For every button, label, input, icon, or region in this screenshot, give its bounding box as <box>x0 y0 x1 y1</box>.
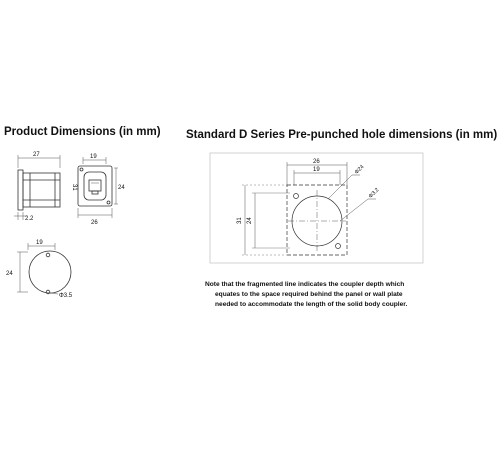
outer-width-label: 26 <box>313 159 320 165</box>
front-height-label: 24 <box>118 185 125 191</box>
side-view-drawing <box>14 155 60 220</box>
note-line-1: Note that the fragmented line indicates the coupler depth which <box>205 281 405 288</box>
note-line-2: equates to the space required behind the panel or wall plate <box>215 290 403 298</box>
prepunched-hole-heading: Standard D Series Pre-punched hole dimensions (in mm) <box>186 129 497 141</box>
prepunched-hole-drawing <box>242 162 376 255</box>
product-dimensions-heading: Product Dimensions (in mm) <box>4 126 161 138</box>
inner-width-label: 19 <box>313 167 320 173</box>
back-view-drawing <box>17 243 71 294</box>
front-width-label: 19 <box>90 154 97 160</box>
small-hole-label: Φ24 <box>353 164 366 176</box>
back-width-label: 19 <box>36 240 43 246</box>
large-hole-label: Φ3.2 <box>367 187 381 200</box>
side-width-label: 27 <box>33 152 40 158</box>
front-inner-label: 31 <box>71 184 77 191</box>
coupler-depth-note <box>205 280 430 310</box>
back-hole-label: Φ3.5 <box>59 293 73 299</box>
back-height-label: 24 <box>6 271 13 277</box>
front-bottom-label: 26 <box>91 220 98 226</box>
outer-height-label: 31 <box>237 217 243 224</box>
note-line-3: needed to accommodate the length of the solid body coupler. <box>215 300 408 308</box>
inner-height-label: 24 <box>247 217 253 224</box>
side-lip-label: 2.2 <box>25 216 34 222</box>
front-view-drawing <box>78 157 118 218</box>
